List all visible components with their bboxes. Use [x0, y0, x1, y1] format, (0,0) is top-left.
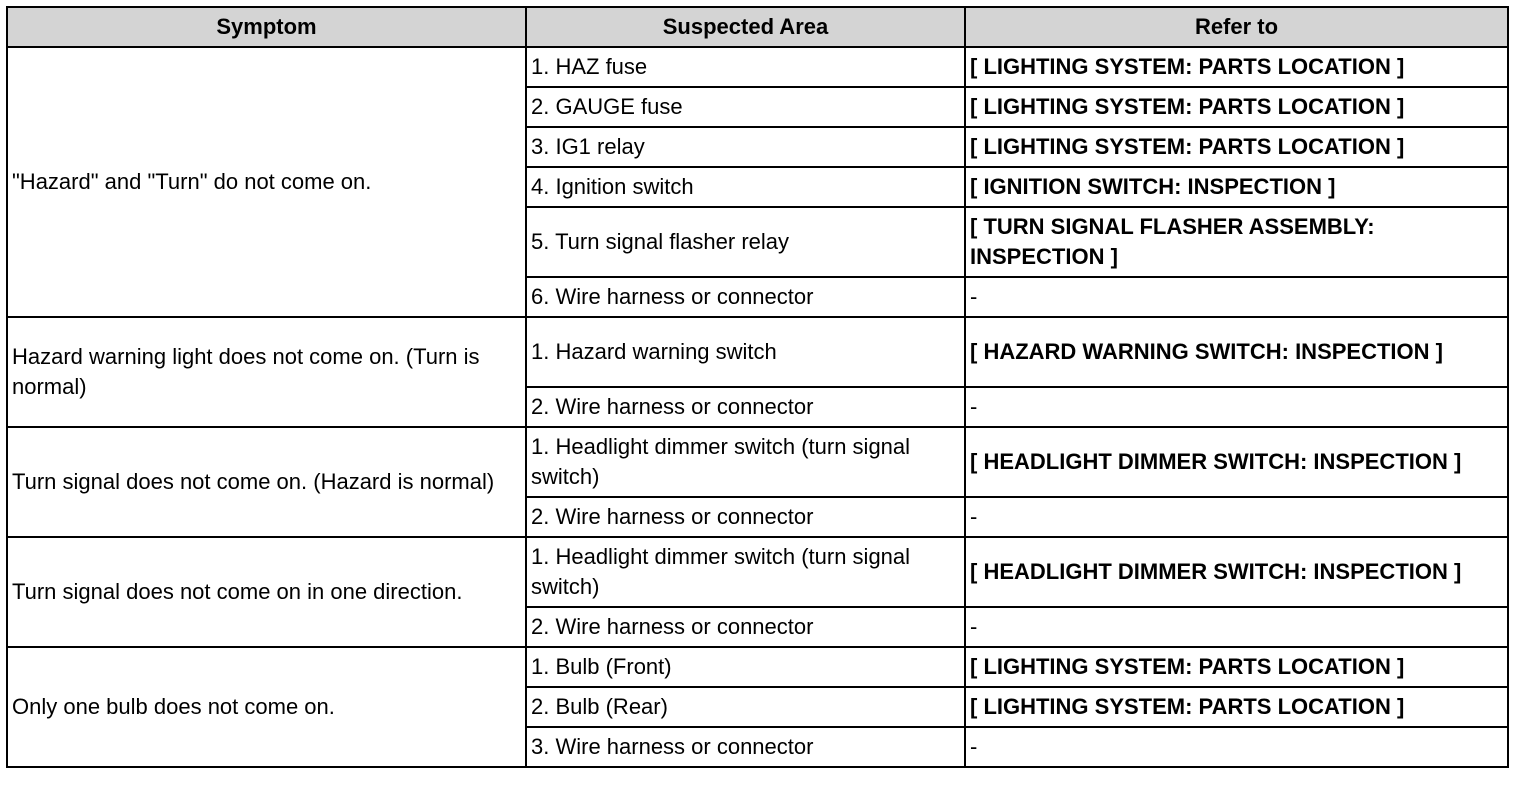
- header-row: [7, 7, 1508, 47]
- suspected-area-cell: 5. Turn signal flasher relay: [526, 207, 965, 277]
- refer-to-cell: -: [965, 277, 1508, 317]
- refer-to-cell: [ LIGHTING SYSTEM: PARTS LOCATION ]: [965, 47, 1508, 87]
- suspected-area-cell: 2. GAUGE fuse: [526, 87, 965, 127]
- suspected-area-cell: 1. HAZ fuse: [526, 47, 965, 87]
- symptom-cell: Turn signal does not come on in one direction.: [7, 537, 526, 647]
- refer-to-cell: [ LIGHTING SYSTEM: PARTS LOCATION ]: [965, 647, 1508, 687]
- suspected-area-cell: 2. Bulb (Rear): [526, 687, 965, 727]
- refer-to-cell: [ LIGHTING SYSTEM: PARTS LOCATION ]: [965, 87, 1508, 127]
- refer-to-cell: [ LIGHTING SYSTEM: PARTS LOCATION ]: [965, 127, 1508, 167]
- refer-to-cell: -: [965, 607, 1508, 647]
- header-refer-to: Refer to: [965, 7, 1508, 47]
- suspected-area-cell: 3. Wire harness or connector: [526, 727, 965, 767]
- refer-to-cell: [ HEADLIGHT DIMMER SWITCH: INSPECTION ]: [965, 537, 1508, 607]
- refer-to-cell: -: [965, 497, 1508, 537]
- suspected-area-cell: 2. Wire harness or connector: [526, 387, 965, 427]
- table-header: [7, 7, 1508, 47]
- table-row: [7, 47, 1508, 87]
- refer-to-cell: [ HAZARD WARNING SWITCH: INSPECTION ]: [965, 317, 1508, 387]
- suspected-area-cell: 4. Ignition switch: [526, 167, 965, 207]
- symptom-cell: "Hazard" and "Turn" do not come on.: [7, 47, 526, 317]
- suspected-area-cell: 1. Hazard warning switch: [526, 317, 965, 387]
- symptom-cell: Only one bulb does not come on.: [7, 647, 526, 767]
- refer-to-cell: [ HEADLIGHT DIMMER SWITCH: INSPECTION ]: [965, 427, 1508, 497]
- symptom-cell: Hazard warning light does not come on. (Turn is normal): [7, 317, 526, 427]
- suspected-area-cell: 1. Headlight dimmer switch (turn signal switch): [526, 427, 965, 497]
- suspected-area-cell: 6. Wire harness or connector: [526, 277, 965, 317]
- suspected-area-cell: 1. Headlight dimmer switch (turn signal switch): [526, 537, 965, 607]
- table-row: [7, 647, 1508, 687]
- refer-to-cell: -: [965, 727, 1508, 767]
- table-row: [7, 427, 1508, 497]
- refer-to-cell: [ LIGHTING SYSTEM: PARTS LOCATION ]: [965, 687, 1508, 727]
- suspected-area-cell: 2. Wire harness or connector: [526, 497, 965, 537]
- suspected-area-cell: 2. Wire harness or connector: [526, 607, 965, 647]
- suspected-area-cell: 3. IG1 relay: [526, 127, 965, 167]
- symptom-table: [6, 6, 1509, 768]
- table-body: [7, 47, 1508, 767]
- header-suspected-area: Suspected Area: [526, 7, 965, 47]
- suspected-area-cell: 1. Bulb (Front): [526, 647, 965, 687]
- refer-to-cell: [ TURN SIGNAL FLASHER ASSEMBLY: INSPECTION ]: [965, 207, 1508, 277]
- table-row: [7, 317, 1508, 387]
- symptom-cell: Turn signal does not come on. (Hazard is normal): [7, 427, 526, 537]
- refer-to-cell: [ IGNITION SWITCH: INSPECTION ]: [965, 167, 1508, 207]
- header-symptom: Symptom: [7, 7, 526, 47]
- refer-to-cell: -: [965, 387, 1508, 427]
- table-row: [7, 537, 1508, 607]
